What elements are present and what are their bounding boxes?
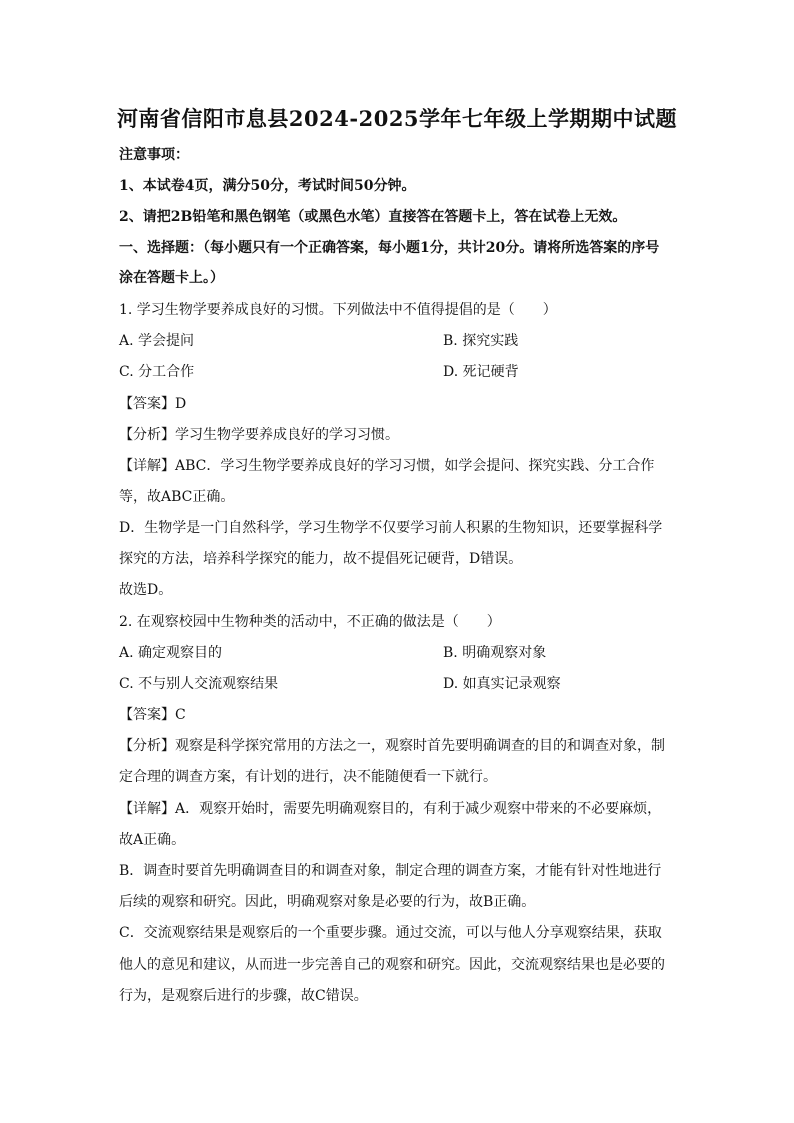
question-1-option-c: C. 分工合作 [119,364,195,380]
notes-item-2: 2、请把2B铅笔和黑色钢笔（或黑色水笔）直接答在答题卡上，答在试卷上无效。 [119,209,627,225]
question-1-stem: 1. 学习生物学要养成良好的习惯。下列做法中不值得提倡的是（ ） [119,302,557,318]
question-2-option-a: A. 确定观察目的 [119,645,223,661]
question-1-option-d: D. 死记硬背 [443,364,519,380]
question-1-detail-line: 探究的方法，培养科学探究的能力，故不提倡死记硬背，D错误。 [119,551,523,567]
section-heading-line-1: 一、选择题：（每小题只有一个正确答案，每小题1分，共计20分。请将所选答案的序号 [119,240,660,256]
question-2-detail-line: 后续的观察和研究。因此，明确观察对象是必要的行为，故B正确。 [119,894,536,910]
question-1-answer: 【答案】D [119,396,187,412]
question-1-conclusion: 故选D。 [119,582,173,598]
question-2-detail-line: 【详解】A．观察开始时，需要先明确观察目的，有利于减少观察中带来的不必要麻烦， [119,801,662,817]
section-heading-line-2: 涂在答题卡上。） [119,270,224,286]
question-2-option-d: D. 如真实记录观察 [443,676,561,692]
notes-item-1: 1、本试卷4页，满分50分，考试时间50分钟。 [119,178,416,194]
question-1-detail-line: D．生物学是一门自然科学，学习生物学不仅要学习前人积累的生物知识，还要掌握科学 [119,520,663,536]
exam-title: 河南省信阳市息县2024-2025学年七年级上学期期中试题 [116,106,678,131]
question-2-stem: 2. 在观察校园中生物种类的活动中，不正确的做法是（ ） [119,614,501,630]
question-2-detail-line: C．交流观察结果是观察后的一个重要步骤。通过交流，可以与他人分享观察结果，获取 [119,925,662,941]
question-2-option-c: C. 不与别人交流观察结果 [119,676,279,692]
question-1-detail-line: 【详解】ABC．学习生物学要养成良好的学习习惯，如学会提问、探究实践、分工合作 [119,458,655,474]
question-2-analysis-line: 定合理的调查方案，有计划的进行，决不能随便看一下就行。 [119,769,497,785]
question-1-detail-line: 等，故ABC正确。 [119,489,235,505]
question-2-option-b: B. 明确观察对象 [443,645,547,661]
question-1-option-a: A. 学会提问 [119,333,195,349]
notes-heading: 注意事项： [119,147,189,163]
question-2-detail-line: B．调查时要首先明确调查目的和调查对象，制定合理的调查方案，才能有针对性地进行 [119,863,662,879]
question-1-analysis: 【分析】学习生物学要养成良好的学习习惯。 [119,427,399,443]
question-2-detail-line: 行为，是观察后进行的步骤，故C错误。 [119,988,368,1004]
question-2-detail-line: 他人的意见和建议，从而进一步完善自己的观察和研究。因此，交流观察结果也是必要的 [119,957,665,973]
question-1-option-b: B. 探究实践 [443,333,519,349]
question-2-detail-line: 故A正确。 [119,832,186,848]
question-2-analysis-line: 【分析】观察是科学探究常用的方法之一，观察时首先要明确调查的目的和调查对象，制 [119,738,665,754]
question-2-answer: 【答案】C [119,707,186,723]
